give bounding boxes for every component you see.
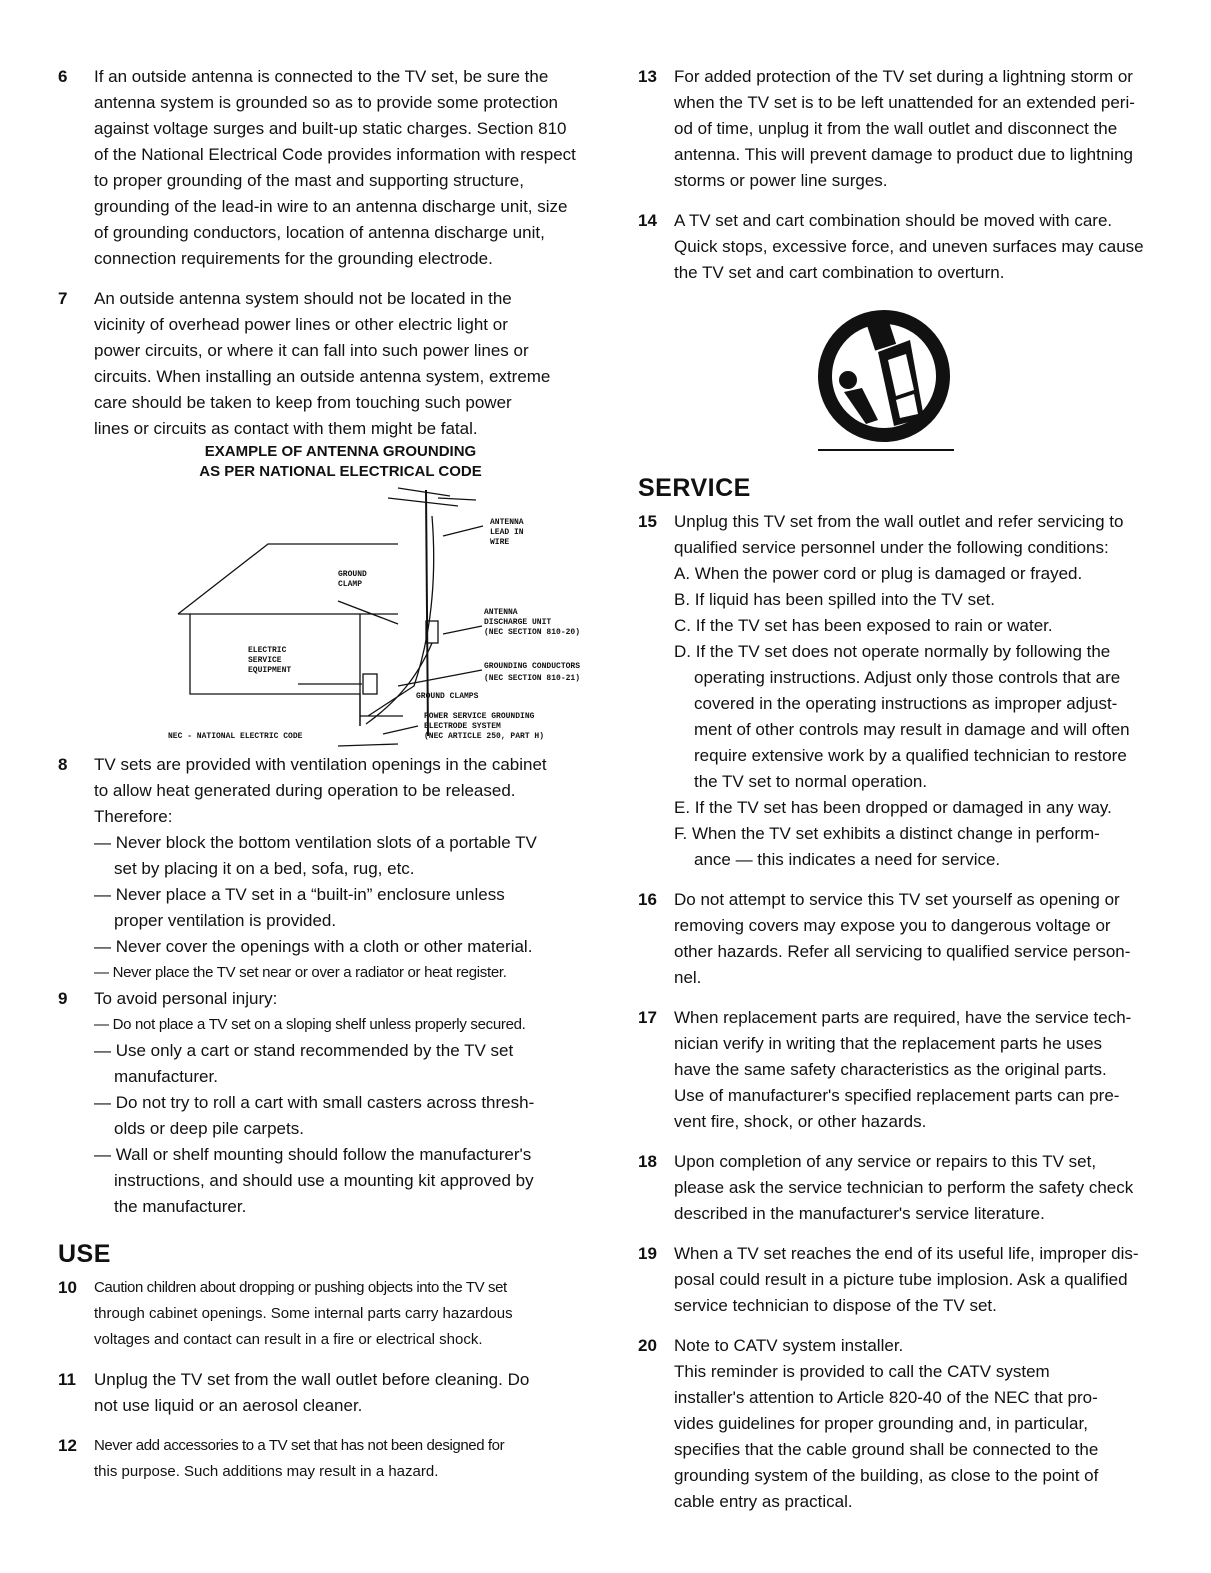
dash-line: set by placing it on a bed, sofa, rug, etc. — [114, 859, 415, 878]
label-grounding-conductors: (NEC SECTION 810-21) — [484, 674, 581, 683]
text-line: to allow heat generated during operation to be released. — [94, 781, 516, 800]
label-ground-clamp: CLAMP — [338, 580, 363, 589]
dash-line: — Do not place a TV set on a sloping shelf unless properly secured. — [94, 1016, 526, 1033]
item-number: 15 — [638, 512, 657, 531]
text-line: voltages and contact can result in a fire or electrical shock. — [94, 1331, 483, 1348]
text-line: Caution children about dropping or pushing objects into the TV set — [94, 1279, 507, 1296]
item-number: 9 — [58, 989, 68, 1008]
antenna-element — [398, 488, 450, 496]
text-line: posal could result in a picture tube implosion. Ask a qualified — [674, 1270, 1128, 1289]
ground-rod — [338, 744, 398, 746]
item-20 — [638, 1333, 1163, 1515]
text-line: vent fire, shock, or other hazards. — [674, 1112, 927, 1131]
label-power-service: ELECTRODE SYSTEM — [424, 722, 501, 731]
svg-text:NEC - NATIONAL ELECTRIC CODE — [168, 732, 303, 741]
sub-item: A. When the power cord or plug is damaged or frayed. — [674, 564, 1083, 583]
antenna-element — [438, 498, 476, 500]
text-line: service technician to dispose of the TV set. — [674, 1296, 997, 1315]
text-line: circuits. When installing an outside antenna system, extreme — [94, 367, 551, 386]
text-line: Quick stops, excessive force, and uneven surfaces may cause — [674, 237, 1144, 256]
sub-item: ance — this indicates a need for service. — [694, 850, 1001, 869]
text-line: To avoid personal injury: — [94, 989, 278, 1008]
item-18 — [638, 1149, 1163, 1227]
text-line: care should be taken to keep from touching such power — [94, 393, 512, 412]
text-line: through cabinet openings. Some internal parts carry hazardous — [94, 1305, 513, 1322]
item-number: 14 — [638, 211, 657, 230]
text-line: qualified service personnel under the following conditions: — [674, 538, 1109, 557]
item-11 — [58, 1367, 593, 1419]
dash-line: instructions, and should use a mounting kit approved by — [114, 1171, 534, 1190]
dash-line: — Never cover the openings with a cloth or other material. — [94, 937, 533, 956]
pointer-line — [338, 601, 398, 624]
label-antenna-lead: LEAD IN — [490, 528, 524, 537]
dash-line: — Do not try to roll a cart with small casters across thresh- — [94, 1093, 535, 1112]
pointer-line — [443, 526, 483, 536]
sub-item: D. If the TV set does not operate normally by following the — [674, 642, 1111, 661]
item-7 — [58, 286, 593, 442]
svg-text:CLAMP — [338, 580, 362, 589]
sub-item: covered in the operating instructions as improper adjust- — [694, 694, 1118, 713]
text-line: When replacement parts are required, have the service tech- — [674, 1008, 1132, 1027]
text-line: of the National Electrical Code provides information with respect — [94, 145, 576, 164]
label-electric-service: SERVICE — [248, 656, 282, 665]
text-line: Use of manufacturer's specified replacement parts can pre- — [674, 1086, 1120, 1105]
item-9 — [58, 986, 593, 1220]
text-line: When a TV set reaches the end of its useful life, improper dis- — [674, 1244, 1139, 1263]
svg-text:WIRE — [490, 538, 509, 547]
text-line: If an outside antenna is connected to the TV set, be sure the — [94, 67, 549, 86]
svg-text:ANTENNA — [490, 518, 524, 527]
item-17 — [638, 1005, 1163, 1135]
text-line: A TV set and cart combination should be moved with care. — [674, 211, 1113, 230]
text-line: against voltage surges and built-up static charges. Section 810 — [94, 119, 567, 138]
text-line: Unplug the TV set from the wall outlet before cleaning. Do — [94, 1370, 530, 1389]
antenna-element — [388, 498, 458, 506]
label-electric-service: EQUIPMENT — [248, 666, 292, 675]
label-discharge-unit: DISCHARGE UNIT — [484, 618, 552, 627]
text-line: antenna. This will prevent damage to product due to lightning — [674, 145, 1133, 164]
right-column — [638, 64, 1163, 1529]
section-heading-service: SERVICE — [638, 474, 751, 502]
text-line: Therefore: — [94, 807, 173, 826]
label-grounding-conductors: GROUNDING CONDUCTORS — [484, 662, 581, 671]
svg-text:ANTENNA — [484, 608, 518, 617]
electric-service-box — [363, 674, 377, 694]
svg-text:POWER SERVICE GROUNDING — [424, 712, 535, 721]
sub-item: C. If the TV set has been exposed to rain or water. — [674, 616, 1053, 635]
dash-line: — Never block the bottom ventilation slots of a portable TV — [94, 833, 537, 852]
sub-item: operating instructions. Adjust only those controls that are — [694, 668, 1121, 687]
sub-item: E. If the TV set has been dropped or damaged in any way. — [674, 798, 1112, 817]
label-nec: NEC - NATIONAL ELECTRIC CODE — [168, 732, 303, 741]
dash-line: the manufacturer. — [114, 1197, 247, 1216]
item-16 — [638, 887, 1163, 991]
text-line: the TV set and cart combination to overturn. — [674, 263, 1005, 282]
pointer-line — [383, 726, 418, 734]
text-line: lines or circuits as contact with them might be fatal. — [94, 419, 478, 438]
item-number: 8 — [58, 755, 68, 774]
svg-text:GROUND CLAMPS — [416, 692, 479, 701]
item-number: 12 — [58, 1436, 77, 1455]
item-8 — [58, 752, 593, 986]
text-line: vicinity of overhead power lines or other electric light or — [94, 315, 508, 334]
text-line: For added protection of the TV set during a lightning storm or — [674, 67, 1133, 86]
text-line: described in the manufacturer's service literature. — [674, 1204, 1045, 1223]
text-line: cable entry as practical. — [674, 1492, 853, 1511]
item-13 — [638, 64, 1163, 194]
text-line: TV sets are provided with ventilation openings in the cabinet — [94, 755, 547, 774]
item-19 — [638, 1241, 1163, 1319]
item-6 — [58, 64, 593, 272]
label-ground-clamps: GROUND CLAMPS — [416, 692, 479, 701]
dash-line: — Never place a TV set in a “built-in” enclosure unless — [94, 885, 505, 904]
text-line: installer's attention to Article 820-40 of the NEC that pro- — [674, 1388, 1098, 1407]
svg-text:LEAD IN — [490, 528, 524, 537]
item-number: 20 — [638, 1336, 657, 1355]
item-15 — [638, 509, 1163, 873]
text-line: grounding of the lead-in wire to an antenna discharge unit, size — [94, 197, 568, 216]
text-line: not use liquid or an aerosol cleaner. — [94, 1396, 363, 1415]
text-line: od of time, unplug it from the wall outlet and disconnect the — [674, 119, 1118, 138]
text-line: Never add accessories to a TV set that has not been designed for — [94, 1437, 505, 1454]
diagram-caption-line: EXAMPLE OF ANTENNA GROUNDING — [204, 443, 477, 460]
text-line: to proper grounding of the mast and supporting structure, — [94, 171, 524, 190]
diagram-caption-line: AS PER NATIONAL ELECTRICAL CODE — [199, 463, 482, 480]
svg-text:GROUND — [338, 570, 367, 579]
text-line: An outside antenna system should not be located in the — [94, 289, 512, 308]
dash-line: — Wall or shelf mounting should follow the manufacturer's — [94, 1145, 532, 1164]
dash-line: — Use only a cart or stand recommended by the TV set — [94, 1041, 514, 1060]
label-antenna-lead: ANTENNA — [490, 518, 524, 527]
item-number: 18 — [638, 1152, 657, 1171]
text-line: Do not attempt to service this TV set yourself as opening or — [674, 890, 1120, 909]
item-number: 11 — [58, 1370, 76, 1389]
svg-text:ELECTRODE SYSTEM — [424, 722, 501, 731]
text-line: power circuits, or where it can fall into such power lines or — [94, 341, 529, 360]
text-line: storms or power line surges. — [674, 171, 888, 190]
left-column — [58, 64, 593, 1499]
item-number: 19 — [638, 1244, 657, 1263]
text-line: removing covers may expose you to dangerous voltage or — [674, 916, 1111, 935]
svg-text:SERVICE — [248, 656, 282, 665]
text-line: nician verify in writing that the replacement parts he uses — [674, 1034, 1103, 1053]
svg-text:(NEC SECTION 810-20) — [484, 628, 580, 637]
item-number: 10 — [58, 1278, 77, 1297]
cart-tipover-warning-icon — [808, 300, 958, 460]
grounding-conductor — [366, 643, 432, 724]
label-discharge-unit: (NEC SECTION 810-20) — [484, 628, 581, 637]
dash-line: manufacturer. — [114, 1067, 218, 1086]
sub-item: B. If liquid has been spilled into the TV set. — [674, 590, 995, 609]
text-line: this purpose. Such additions may result in a hazard. — [94, 1463, 439, 1480]
item-number: 6 — [58, 67, 68, 86]
svg-text:GROUNDING CONDUCTORS — [484, 662, 580, 671]
text-line: Unplug this TV set from the wall outlet and refer servicing to — [674, 512, 1124, 531]
text-line: other hazards. Refer all servicing to qualified service person- — [674, 942, 1131, 961]
svg-text:DISCHARGE UNIT — [484, 618, 551, 627]
pointer-line — [398, 670, 482, 686]
section-heading-use: USE — [58, 1240, 111, 1268]
svg-text:EQUIPMENT — [248, 666, 291, 675]
item-number: 7 — [58, 289, 68, 308]
item-14 — [638, 208, 1163, 286]
pointer-line — [443, 626, 482, 634]
text-line: vides guidelines for proper grounding and, in particular, — [674, 1414, 1088, 1433]
text-line: Upon completion of any service or repairs to this TV set, — [674, 1152, 1097, 1171]
text-line: when the TV set is to be left unattended for an extended peri- — [674, 93, 1135, 112]
text-line: This reminder is provided to call the CATV system — [674, 1362, 1050, 1381]
svg-text:(NEC ARTICLE 250, PART H) — [424, 732, 544, 741]
text-line: connection requirements for the grounding electrode. — [94, 249, 493, 268]
text-line: specifies that the cable ground shall be connected to the — [674, 1440, 1099, 1459]
sub-item: the TV set to normal operation. — [694, 772, 928, 791]
sub-item: require extensive work by a qualified technician to restore — [694, 746, 1127, 765]
dash-line: olds or deep pile carpets. — [114, 1119, 304, 1138]
item-10 — [58, 1275, 593, 1353]
svg-text:(NEC SECTION 810-21) — [484, 674, 580, 683]
item-number: 17 — [638, 1008, 657, 1027]
text-line: nel. — [674, 968, 702, 987]
text-line: of grounding conductors, location of antenna discharge unit, — [94, 223, 545, 242]
label-discharge-unit: ANTENNA — [484, 608, 518, 617]
antenna-grounding-diagram — [98, 486, 598, 786]
dash-line: proper ventilation is provided. — [114, 911, 337, 930]
item-12 — [58, 1433, 593, 1485]
text-line: please ask the service technician to perform the safety check — [674, 1178, 1134, 1197]
sub-item: F. When the TV set exhibits a distinct change in perform- — [674, 824, 1100, 843]
item-number: 16 — [638, 890, 657, 909]
dash-line: — Never place the TV set near or over a radiator or heat register. — [94, 964, 507, 981]
label-ground-clamp: GROUND — [338, 570, 367, 579]
label-electric-service: ELECTRIC — [248, 646, 287, 655]
diagram-caption — [58, 442, 593, 482]
sub-item: ment of other controls may result in damage and will often — [694, 720, 1130, 739]
label-power-service: (NEC ARTICLE 250, PART H) — [424, 732, 545, 741]
item-number: 13 — [638, 67, 657, 86]
text-line: have the same safety characteristics as the original parts. — [674, 1060, 1107, 1079]
text-line: Note to CATV system installer. — [674, 1336, 904, 1355]
label-power-service: POWER SERVICE GROUNDING — [424, 712, 535, 721]
text-line: antenna system is grounded so as to provide some protection — [94, 93, 558, 112]
text-line: grounding system of the building, as close to the point of — [674, 1466, 1099, 1485]
svg-text:ELECTRIC — [248, 646, 287, 655]
label-antenna-lead: WIRE — [490, 538, 510, 547]
house-roof — [178, 544, 398, 614]
